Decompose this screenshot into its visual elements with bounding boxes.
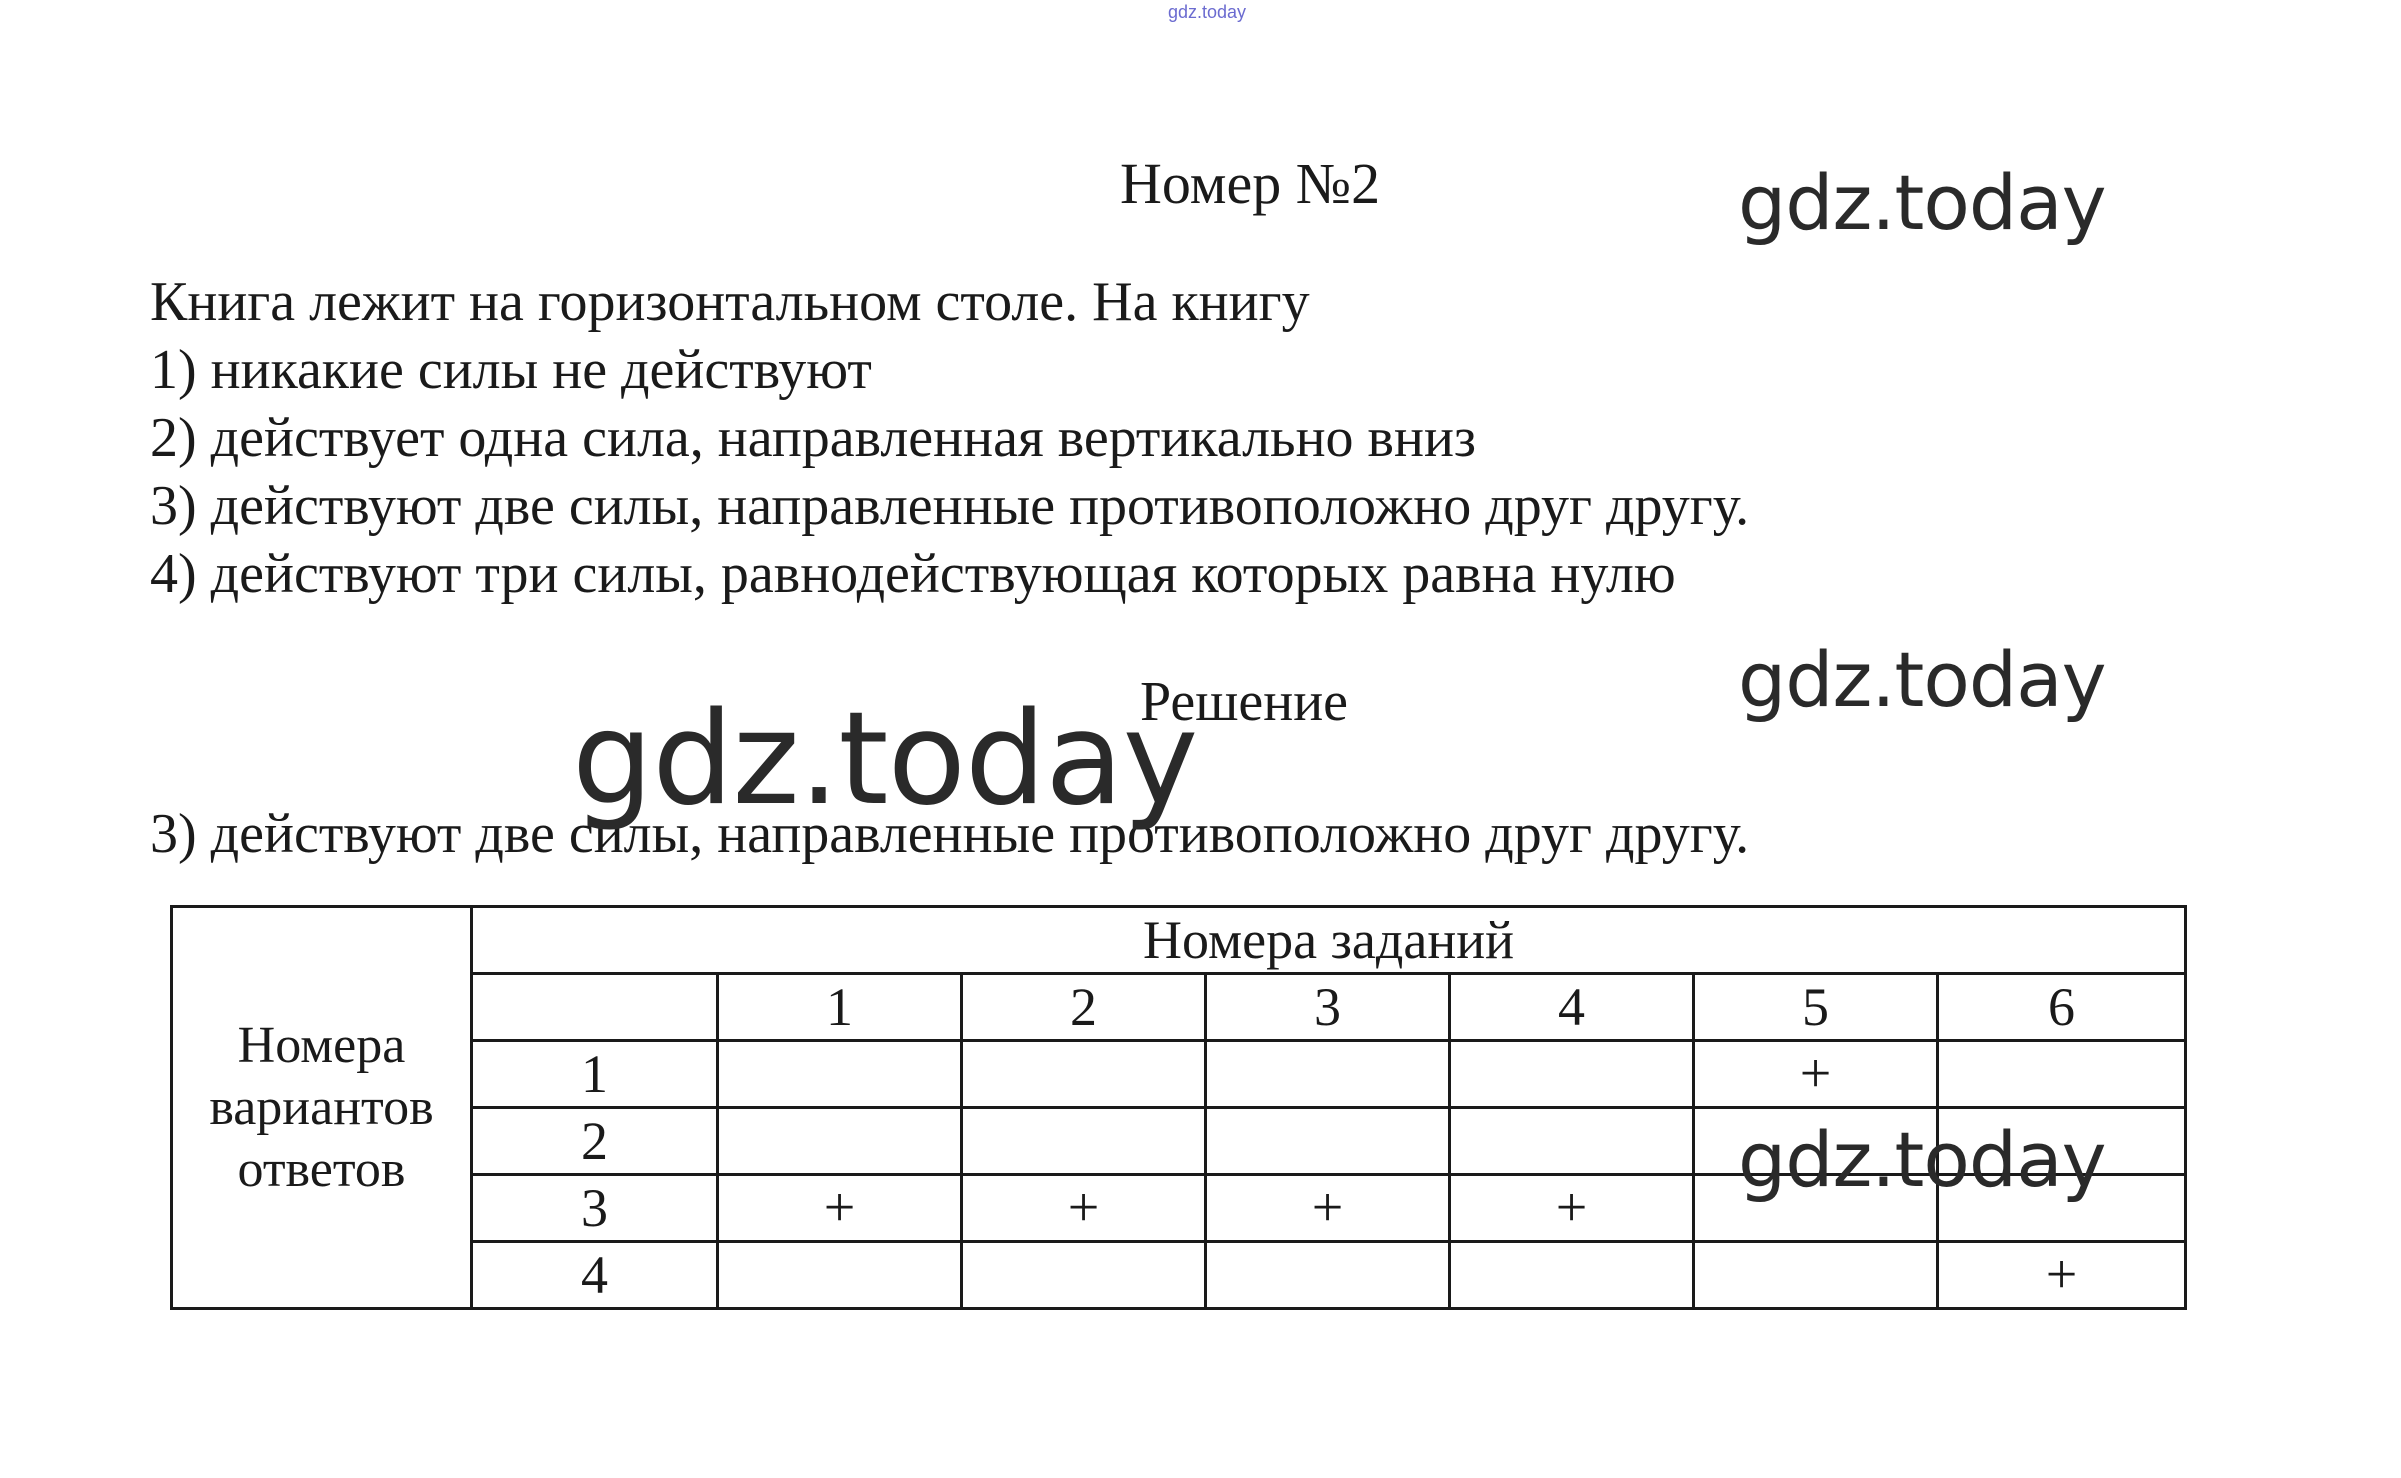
table-cell [1450, 1108, 1694, 1175]
answer-option: 3) действуют две силы, направленные противоположно друг другу. [150, 475, 1750, 537]
table-cell: + [1206, 1175, 1450, 1242]
column-number: 2 [962, 974, 1206, 1041]
column-number: 4 [1450, 974, 1694, 1041]
table-cell [1206, 1108, 1450, 1175]
question-block [150, 268, 1749, 608]
solution-heading: Решение [1140, 671, 1349, 733]
watermark: gdz.today [1738, 158, 2106, 247]
table-row [172, 1242, 2186, 1309]
table-cell [1206, 1041, 1450, 1108]
answer-option: 4) действуют три силы, равнодействующая которых равна нулю [150, 543, 1676, 605]
table-cell [962, 1041, 1206, 1108]
empty-cell [472, 974, 718, 1041]
answer-option: 2) действует одна сила, направленная вертикально вниз [150, 407, 1477, 469]
watermark: gdz.today [1738, 1115, 2106, 1204]
column-number: 6 [1938, 974, 2186, 1041]
site-mark: gdz.today [1168, 2, 1247, 22]
table-cell [1450, 1041, 1694, 1108]
row-group-header-line: ответов [237, 1140, 406, 1198]
solution-answer: 3) действуют две силы, направленные противоположно друг другу. [150, 803, 1750, 865]
answer-option: 1) никакие силы не действуют [150, 339, 872, 401]
row-number: 4 [472, 1242, 718, 1309]
column-number: 3 [1206, 974, 1450, 1041]
table-cell [718, 1041, 962, 1108]
table-cell [718, 1242, 962, 1309]
table-cell [962, 1108, 1206, 1175]
table-cell: + [1938, 1242, 2186, 1309]
row-number: 3 [472, 1175, 718, 1242]
answer-table [170, 905, 2187, 1310]
row-group-header [172, 907, 472, 1309]
column-numbers-row [172, 974, 2186, 1041]
table-cell: + [718, 1175, 962, 1242]
table-cell [1206, 1242, 1450, 1309]
table-cell [1450, 1242, 1694, 1309]
row-group-header-line: Номера [237, 1016, 406, 1074]
table-row [172, 1041, 2186, 1108]
watermark: gdz.today [572, 685, 1198, 834]
column-group-header: Номера заданий [472, 907, 2186, 974]
row-group-header-line: вариантов [209, 1078, 434, 1136]
question-stem: Книга лежит на горизонтальном столе. На книгу [150, 271, 1310, 333]
table-cell: + [1694, 1041, 1938, 1108]
column-number: 5 [1694, 974, 1938, 1041]
page-title: Номер №2 [1120, 151, 1381, 216]
table-header-row [172, 907, 2186, 974]
row-number: 2 [472, 1108, 718, 1175]
column-number: 1 [718, 974, 962, 1041]
table-cell: + [962, 1175, 1206, 1242]
table-cell [718, 1108, 962, 1175]
watermark: gdz.today [1738, 635, 2106, 724]
table-cell [1694, 1242, 1938, 1309]
table-cell [962, 1242, 1206, 1309]
table-cell [1938, 1041, 2186, 1108]
row-number: 1 [472, 1041, 718, 1108]
table-cell: + [1450, 1175, 1694, 1242]
